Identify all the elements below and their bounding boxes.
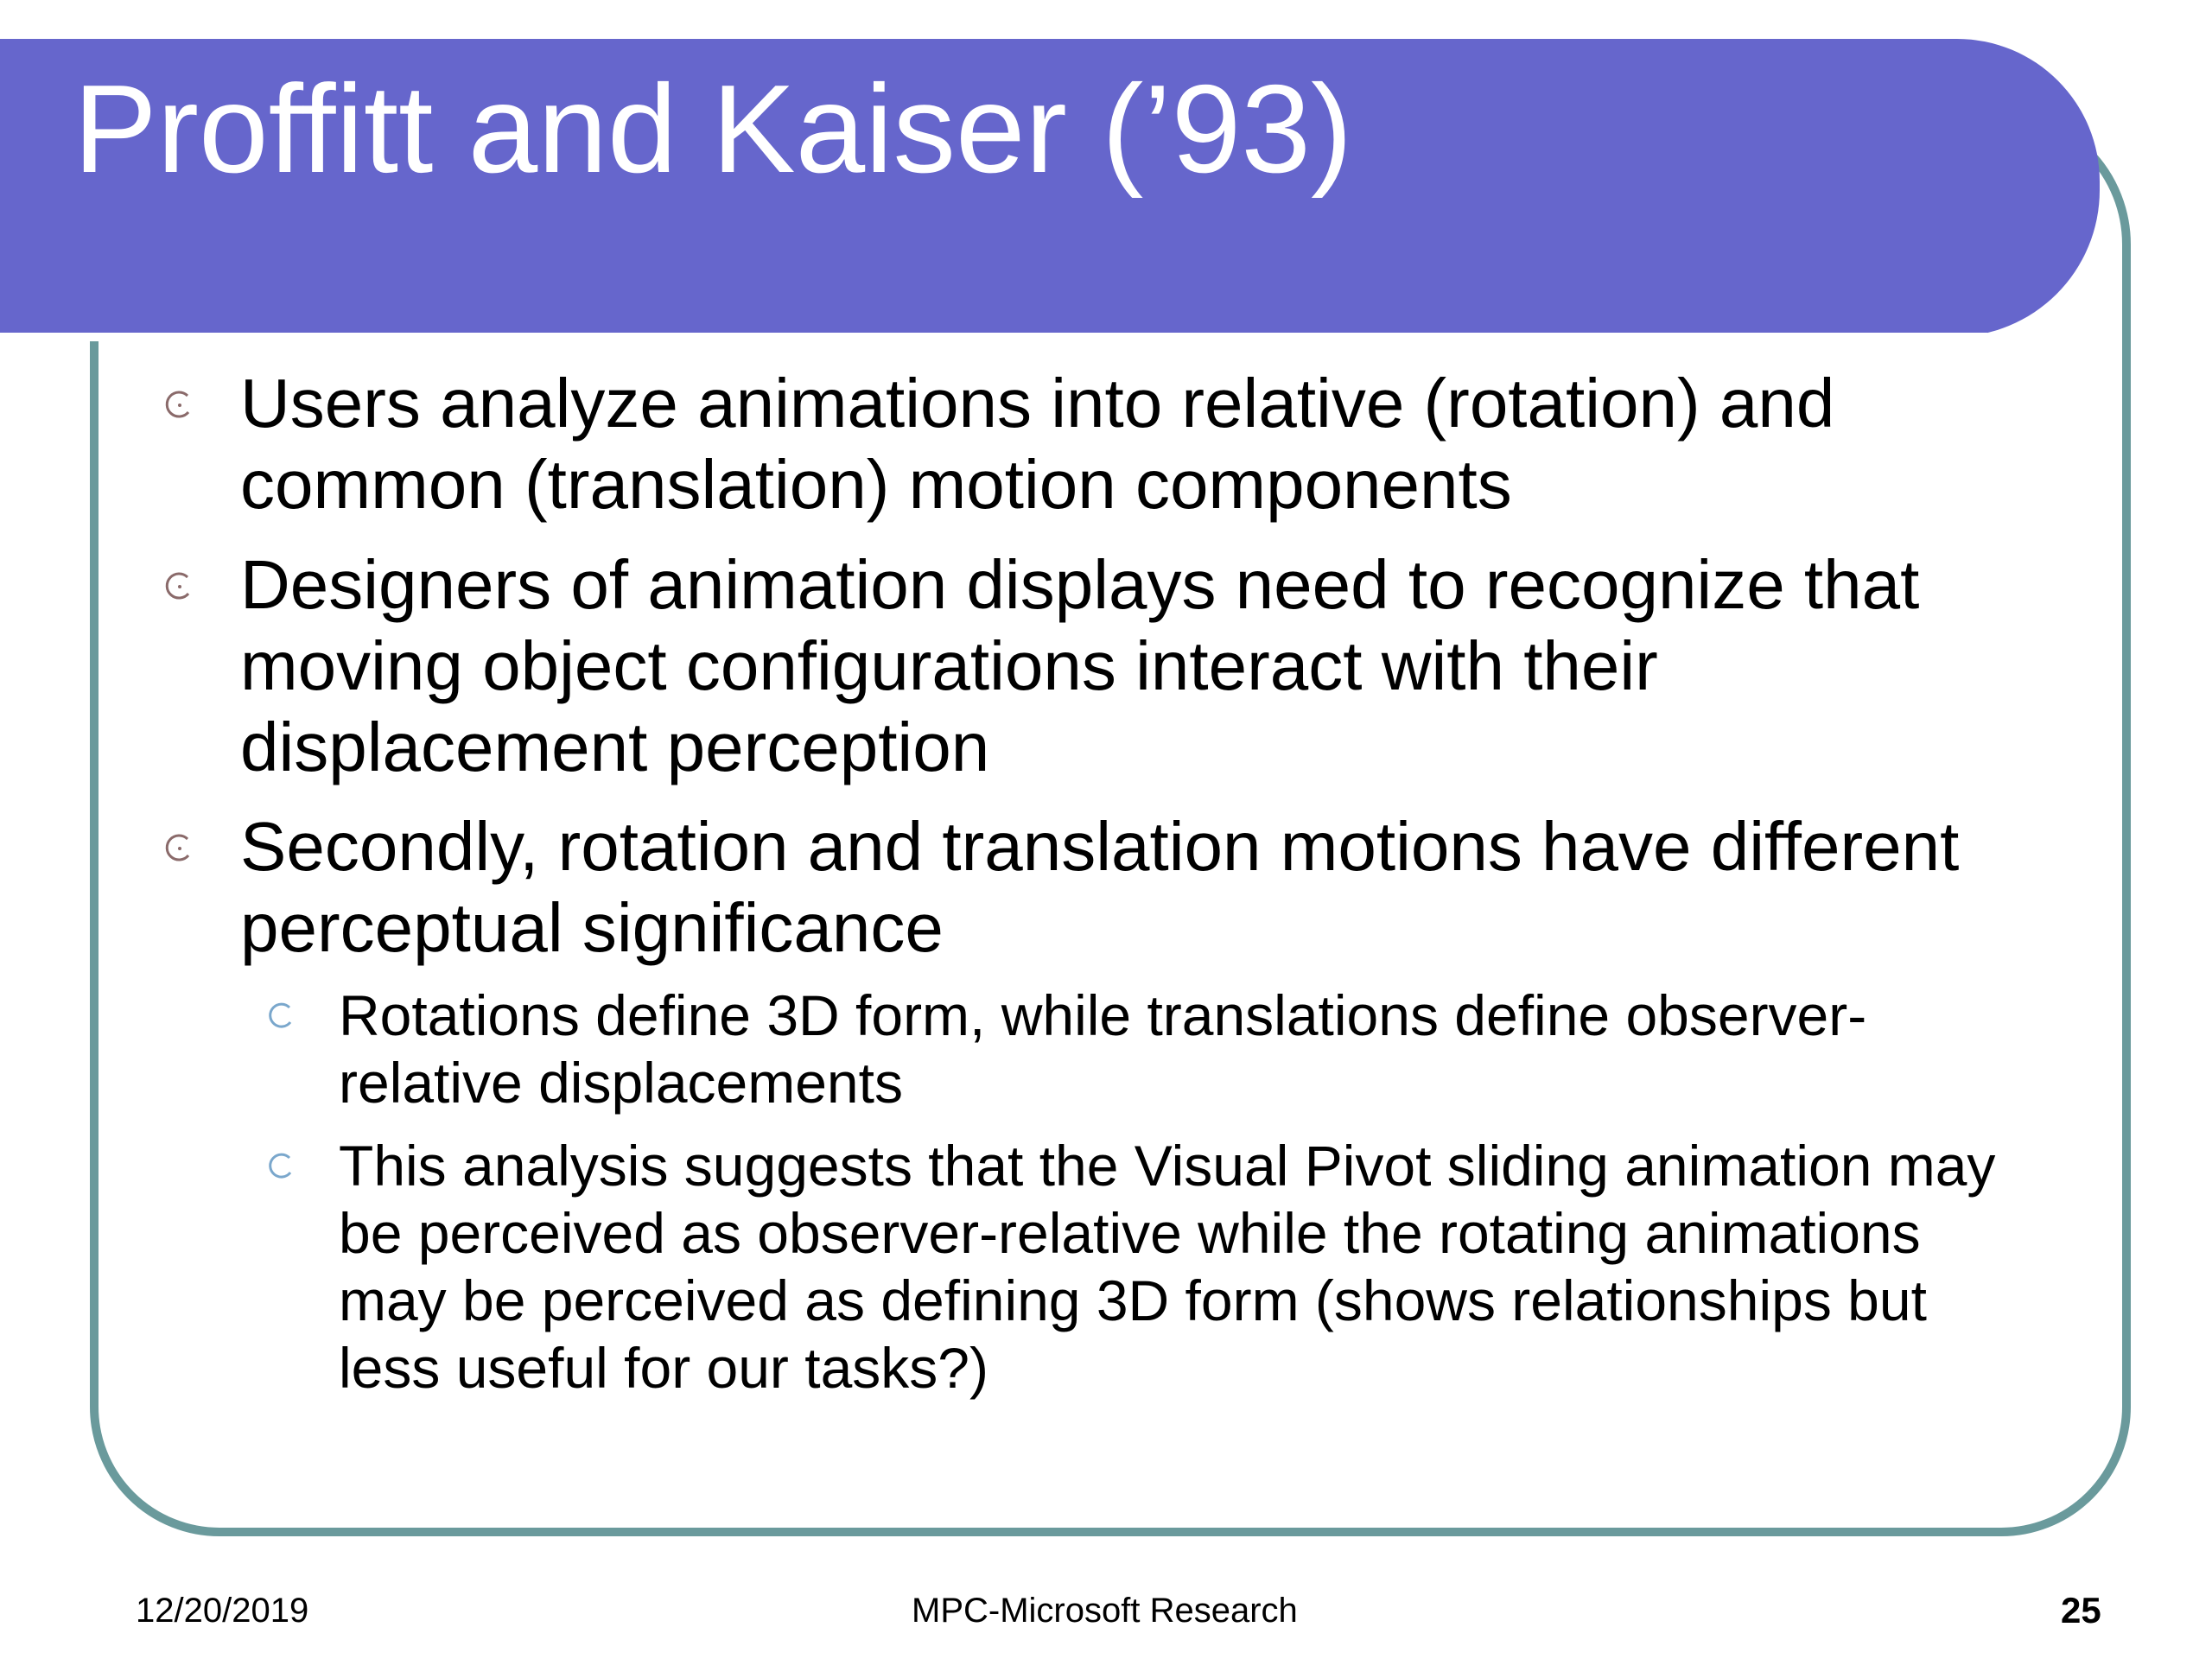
bullet-item (240, 363, 2158, 525)
slide-number: 25 (2061, 1590, 2101, 1630)
open-circle-bullet-icon (266, 1151, 296, 1180)
bullet-item (240, 544, 2158, 788)
bullet-text: Designers of animation displays need to recognize that moving object configurations interact with their displacement perception (240, 546, 1920, 785)
footer-date: 12/20/2019 (136, 1592, 309, 1630)
footer-organization: MPC-Microsoft Research (912, 1592, 1298, 1630)
open-circle-bullet-icon (266, 1001, 296, 1030)
slide-title: Proffitt and Kaiser (’93) (73, 59, 1353, 199)
bullet-text: Secondly, rotation and translation motions have different perceptual significance (240, 808, 1960, 966)
bullet-text: Users analyze animations into relative (rotation) and common (translation) motion components (240, 365, 1835, 523)
open-circle-bullet-icon (162, 570, 194, 601)
sub-bullet-item (339, 982, 2179, 1116)
sub-bullet-text: This analysis suggests that the Visual Pivot sliding animation may be perceived as observer-relative while the rotating animations may be perceived as defining 3D form (shows relationships but less useful for our tasks?) (339, 1134, 1996, 1400)
open-circle-bullet-icon (162, 389, 194, 420)
sub-bullet-item (339, 1132, 2179, 1402)
sub-bullet-text: Rotations define 3D form, while translations define observer- relative displacements (339, 983, 1867, 1115)
open-circle-bullet-icon (162, 832, 194, 863)
bullet-item (240, 806, 2158, 969)
